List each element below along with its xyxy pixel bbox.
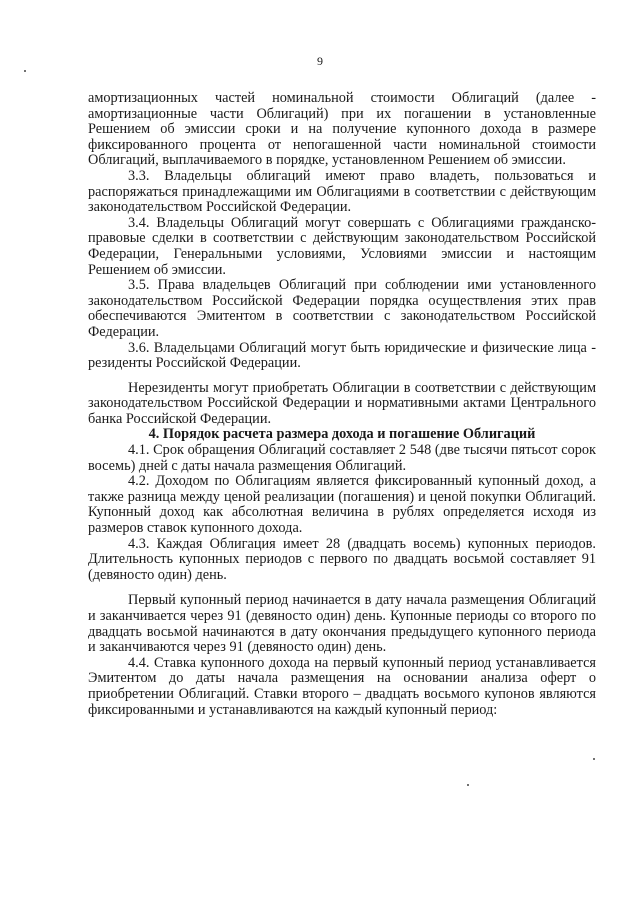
paragraph-amortization: амортизационных частей номинальной стоимости Облигаций (далее - амортизационные части Облигаций) при их погашении в установленные Решением об эмиссии сроки и на получение купонного дохода в размере фиксированного процента от непогашенной части номинальной стоимости Облигаций, выплачиваемого в порядке, установленном Решением об эмиссии. (88, 90, 596, 169)
paragraph-4-1: 4.1. Срок обращения Облигаций составляет 2 548 (две тысячи пятьсот сорок восемь) дней с даты начала размещения Облигаций. (88, 442, 596, 474)
section-heading: 4. Порядок расчета размера дохода и погашение Облигаций (148, 426, 536, 443)
paragraph-3-5: 3.5. Права владельцев Облигаций при соблюдении ими установленного законодательством Российской Федерации порядка осуществления этих прав обеспечиваются Эмитентом в соответствии с законодательством Российской Федерации. (88, 277, 596, 340)
scan-speck (593, 758, 595, 760)
paragraph-3-6: 3.6. Владельцами Облигаций могут быть юридические и физические лица - резиденты Российской Федерации. (88, 339, 596, 372)
paragraph-4-4: 4.4. Ставка купонного дохода на первый купонный период устанавливается Эмитентом до даты начала размещения на основании анализа оферт о приобретении Облигаций. Ставки второго – двадцать восьмого купонов являются фиксированными и устанавливаются на каждый купонный период: (88, 654, 596, 718)
paragraph-4-3: 4.3. Каждая Облигация имеет 28 (двадцать восемь) купонных периодов. Длительность купонных периодов с первого по двадцать восьмой составляет 91 (девяносто один) день. (88, 535, 596, 583)
paragraph-4-2: 4.2. Доходом по Облигациям является фиксированный купонный доход, а также разница между ценой реализации (погашения) и ценой покупки Облигаций. Купонный доход как абсолютная величина в рублях определяется исходя из размеров ставок купонного дохода. (88, 473, 596, 537)
paragraph-3-4: 3.4. Владельцы Облигаций могут совершать с Облигациями гражданско-правовые сделки в соответствии с действующим законодательством Российской Федерации, Генеральными условиями, Условиями эмиссии и настоящим Решением об эмиссии. (88, 214, 596, 278)
scan-speck (467, 784, 469, 786)
document-body (88, 91, 596, 718)
scan-speck (24, 70, 26, 72)
paragraph-3-3: 3.3. Владельцы облигаций имеют право владеть, пользоваться и распоряжаться принадлежащими им Облигациями в соответствии с действующим законодательством Российской Федерации. (88, 167, 596, 216)
page-number: 9 (317, 54, 323, 68)
paragraph-nonresidents: Нерезиденты могут приобретать Облигации в соответствии с действующим законодательством Российской Федерации и нормативными актами Центрального банка Российской Федерации. (88, 379, 596, 427)
paragraph-first-coupon-period: Первый купонный период начинается в дату начала размещения Облигаций и заканчивается через 91 (девяносто один) день. Купонные периоды со второго по двадцать восьмой начинаются в дату окончания предыдущего купонного периода и заканчиваются через 91 (девяносто один) день. (88, 592, 596, 656)
